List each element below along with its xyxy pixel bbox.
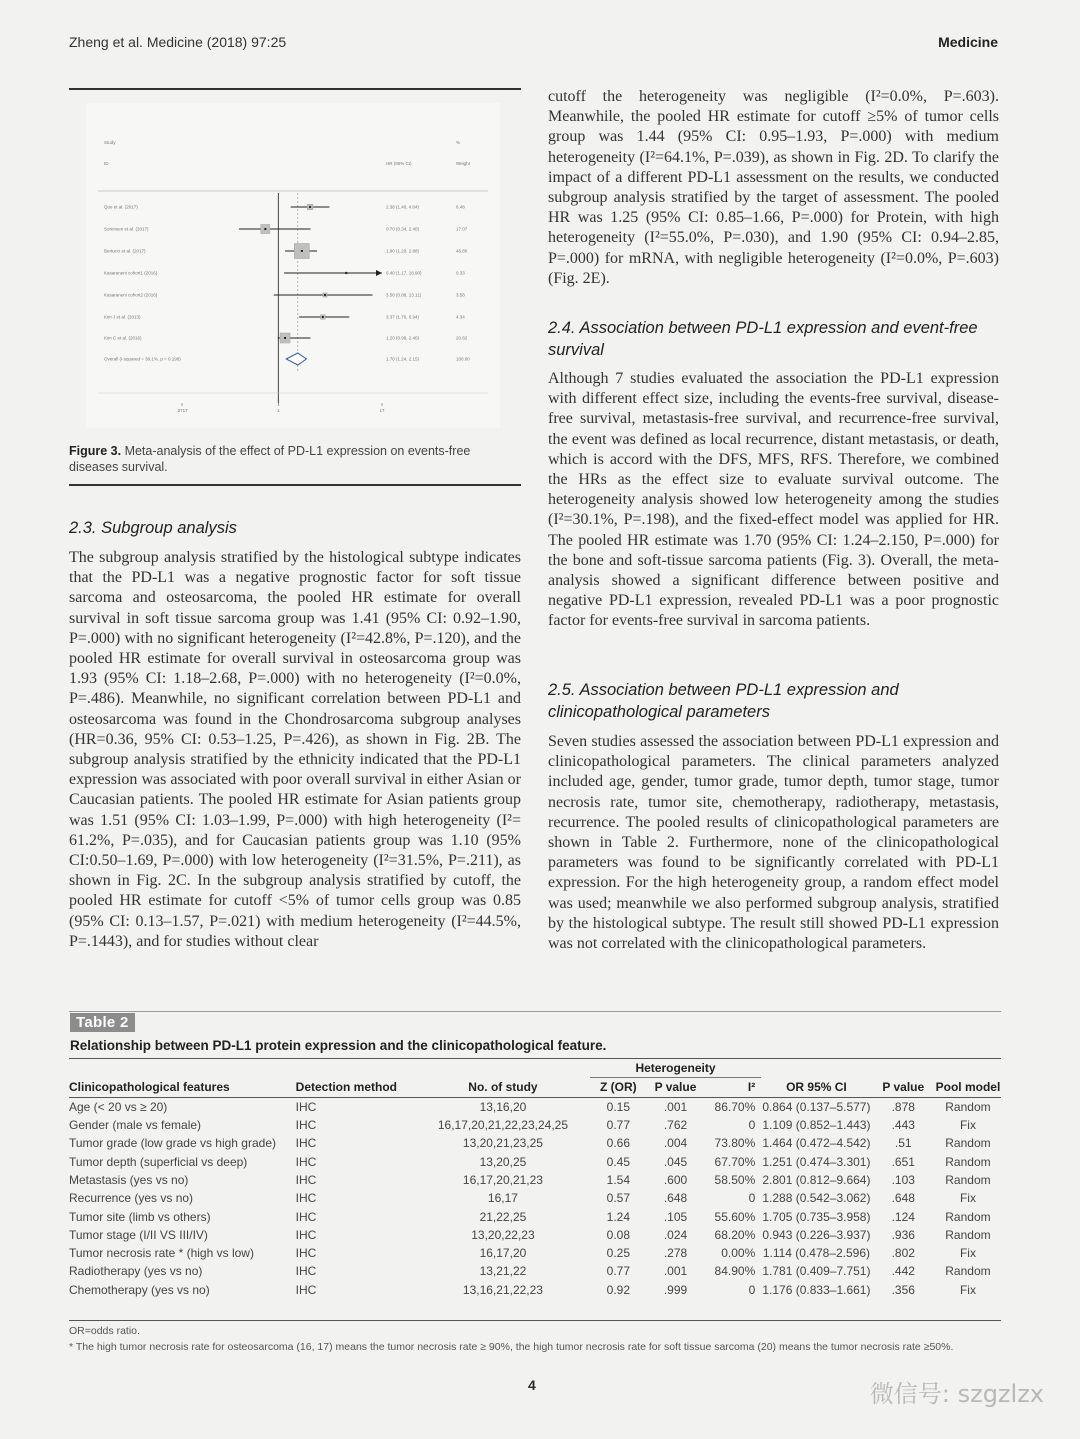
point-estimate (322, 316, 324, 318)
table-cell: .648 (663, 1191, 688, 1206)
study-weight-label: 4.34 (456, 314, 465, 320)
table-badge: Table 2 (70, 1013, 135, 1032)
study-hr-label: 6.40 (1.17, 18.90) (386, 270, 422, 276)
table-cell: .648 (891, 1191, 915, 1206)
study-hr-label: 1.20 (0.98, 2.40) (386, 335, 420, 341)
axis-tick-label: .0717 (176, 408, 188, 413)
table-cell: .004 (663, 1136, 688, 1151)
table-cell: 13,16,20 (479, 1099, 527, 1114)
running-header-citation: Zheng et al. Medicine (2018) 97:25 (69, 34, 287, 50)
study-hr-label: 3.58 (0.88, 13.11) (386, 292, 422, 298)
table-cell: .936 (891, 1227, 915, 1242)
table-cell: 13,21,22 (479, 1264, 527, 1279)
table-cell: .999 (663, 1282, 688, 1297)
overall-weight-label: 100.00 (456, 356, 470, 362)
table-cell: 55.60% (714, 1209, 756, 1224)
table-row (69, 1262, 1001, 1280)
table-cell: 0.25 (606, 1246, 630, 1261)
table-cell: 16,17 (487, 1191, 518, 1206)
table-row (69, 1244, 1001, 1262)
study-weight-label: 46.80 (456, 248, 468, 254)
table-cell: Age (< 20 vs ≥ 20) (69, 1099, 168, 1114)
table-cell: 1.109 (0.852–1.443) (762, 1118, 871, 1133)
table-cell: IHC (295, 1172, 317, 1187)
figure-label: Figure 3. (69, 444, 122, 458)
table-cell: Random (945, 1154, 991, 1169)
table-cell: IHC (295, 1227, 317, 1242)
study-weight-label: 6.48 (456, 204, 465, 210)
study-label: Que et al. (2017) (104, 204, 138, 210)
column-header: Detection method (296, 1078, 416, 1097)
page-number: 4 (528, 1377, 536, 1393)
section-2-3-continued: cutoff the heterogeneity was negligible (I²=0.0%, P=.603). Meanwhile, the pooled HR estimate for cutoff ≥5% of tumor cells group was 1.44 (95% CI: 0.95–1.93, P=.000) with medium heterogeneity (I²=64.1%, P=.039), as shown in Fig. 2D. To clarify the impact of a different PD-L1 assessment on the results, we conducted subgroup analysis stratified by the target of assessment. The pooled HR was 1.25 (95% CI: 0.85–1.66, P=.000) for Protein, with high heterogeneity (I²=55.0%, P=.030), and 1.90 (95% CI: 0.94–2.85, P=.000) for mRNA, with negligible heterogeneity (I²=0.0%, P=.603) (Fig. 2E). (548, 88, 999, 287)
axis-tick-label: 1 (277, 408, 280, 413)
table-cell: .124 (891, 1209, 915, 1224)
study-hr-label: 3.37 (1.76, 6.94) (386, 314, 420, 320)
table-cell: Fix (959, 1246, 976, 1261)
table-cell: Fix (959, 1118, 976, 1133)
table-note-footnote: * The high tumor necrosis rate for osteosarcoma (16, 17) means the tumor necrosis rate ≥ 90%, the high tumor necrosis rate for soft tissue sarcoma (20) means the tumor necrosis rate ≥50%. (69, 1341, 954, 1353)
ci-arrow (376, 270, 382, 276)
table-cell: 1.24 (606, 1209, 630, 1224)
column-header: I² (704, 1078, 761, 1097)
table-cell: 0.66 (606, 1136, 630, 1151)
table-cell: .001 (663, 1264, 688, 1279)
overall-diamond (286, 353, 306, 365)
table-cell: 2.801 (0.812–9.664) (762, 1172, 871, 1187)
table-body (69, 1097, 1001, 1299)
column-header: No. of study (416, 1078, 590, 1097)
table-cell: .443 (891, 1118, 915, 1133)
table-cell: IHC (295, 1118, 317, 1133)
table-cell: .802 (891, 1246, 915, 1261)
study-weight-label: 20.82 (456, 335, 468, 341)
table-cell: 84.90% (714, 1264, 756, 1279)
study-label: Kasaraneni cohort1 (2016) (104, 270, 158, 276)
table-cell: Random (945, 1227, 991, 1242)
table-cell: .278 (663, 1246, 688, 1261)
table-cell: IHC (295, 1154, 317, 1169)
point-estimate (345, 272, 347, 274)
table-header-row (69, 1078, 1001, 1097)
column-header: Clinicopathological features (69, 1078, 296, 1097)
table-cell: 1.54 (606, 1172, 630, 1187)
section-2-3-text: The subgroup analysis stratified by the histological subtype indicates that the PD-L1 was a negative prognostic factor for soft tissue sarcoma and osteosarcoma, the pooled HR estimate for overall survival in soft tissue sarcoma group was 1.41 (95% CI: 0.92–1.90, P=.000) with no significant heterogeneity (I²=42.8%, P=.120), and the pooled HR estimate for overall survival in osteosarcoma group was 1.93 (95% CI: 1.18–2.68, P=.000) with no heterogeneity (I²=0.0%, P=.486). Meanwhile, no significant correlation between PD-L1 and osteosarcoma was found in the Chondrosarcoma subgroup analyses (HR=0.36, 95% CI: 0.53–1.25, P=.426), as shown in Fig. 2B. The subgroup analysis stratified by the ethnicity indicated that the PD-L1 expression was associated with poor overall survival in either Asian or Caucasian patients. The pooled HR estimate for Asian patients group was 1.51 (95% CI: 1.03–1.99, P=.000) with high heterogeneity (I²= 61.2%, P=.035), and for Caucasian patients group was 1.10 (95% CI:0.50–1.69, P=.000) with low heterogeneity (I²=31.5%, P=.211), as shown in Fig. 2C. In the subgroup analysis stratified by cutoff, the pooled HR estimate for cutoff <5% of tumor cells group was 0.85 (95% CI: 0.13–1.57, P=.021) with medium heterogeneity (I²=44.5%, P=.1443), and for studies without clear (69, 549, 521, 950)
table-cell: Random (945, 1172, 991, 1187)
table-row (69, 1189, 1001, 1207)
table-cell: 0.15 (606, 1099, 630, 1114)
forest-plot (86, 103, 500, 428)
table-cell: Tumor depth (superficial vs deep) (69, 1154, 248, 1169)
table-cell: 1.781 (0.409–7.751) (762, 1264, 871, 1279)
table-top-rule (69, 1011, 1001, 1012)
table-cell: 0 (748, 1282, 756, 1297)
table-cell: 0 (748, 1118, 756, 1133)
heterogeneity-group-label: Heterogeneity (590, 1059, 762, 1078)
table-cell: .600 (663, 1172, 688, 1187)
table-cell: 0.77 (606, 1118, 630, 1133)
table-cell: .356 (891, 1282, 915, 1297)
section-2-4-text: Although 7 studies evaluated the association the PD-L1 expression with different effect size, including the events-free survival, disease-free survival, metastasis-free survival, and recurrence-free survival, the event was defined as local recurrence, distant metastasis, or death, which is accord with the DFS, MFS, RFS. Therefore, we combined the HRs as the effect size to evaluate survival outcome. The heterogeneity analysis showed low heterogeneity among the studies (I²=30.1%, P=.198), and the fixed-effect model was applied for HR. The pooled HR estimate was 1.70 (95% CI: 1.24–2.150, P=.000) for the bone and soft-tissue sarcoma patients (Fig. 3). Overall, the meta-analysis showed a significant difference between positive and negative PD-L1 expression, revealed PD-L1 was a poor prognostic factor for events-free survival in sarcoma patients. (548, 370, 999, 630)
study-weight-label: 17.07 (456, 226, 468, 232)
table-row (69, 1171, 1001, 1189)
point-estimate (301, 250, 303, 252)
point-estimate (324, 294, 326, 296)
table-cell: .001 (663, 1099, 688, 1114)
table-cell: 0 (748, 1191, 756, 1206)
table-cell: IHC (295, 1191, 317, 1206)
table-cell: 21,22,25 (479, 1209, 527, 1224)
table-cell: Fix (959, 1282, 976, 1297)
column-header-study: Study (104, 140, 116, 145)
column-header: P value (647, 1078, 704, 1097)
point-estimate (284, 337, 286, 339)
table-cell: Chemotherapy (yes vs no) (69, 1282, 210, 1297)
table-cell: .51 (894, 1136, 912, 1151)
figure-caption-text: Meta-analysis of the effect of PD-L1 expression on events-free diseases survival. (69, 444, 471, 474)
table-bottom-rule (69, 1320, 1001, 1321)
table-row (69, 1116, 1001, 1134)
table-cell: Random (945, 1136, 991, 1151)
table-cell: 16,17,20,21,22,23,24,25 (437, 1118, 568, 1133)
section-2-5-text: Seven studies assessed the association between PD-L1 expression and clinicopathological parameters. The clinical parameters analyzed included age, gender, tumor grade, tumor depth, tumor stage, tumor necrosis rate, tumor site, chemotherapy, radiotherapy, metastasis, recurrence. The pooled results of clinicopathological parameters are shown in Table 2. Furthermore, none of the clinicopathological parameters was found to be significantly correlated with PD-L1 expression. For the high heterogeneity group, a random effect model was used; meanwhile we also performed subgroup analysis, stratified by the histological subtype. The result still showed PD-L1 expression was not correlated with the clinicopathological parameters. (548, 733, 999, 953)
table-cell: IHC (295, 1246, 317, 1261)
table-cell: 0.00% (721, 1246, 756, 1261)
section-heading-2-3: 2.3. Subgroup analysis (69, 519, 237, 537)
table-cell: Metastasis (yes vs no) (69, 1172, 189, 1187)
column-header: Z (OR) (590, 1078, 647, 1097)
column-header-id: ID (104, 161, 109, 166)
axis-tick-label: 17 (379, 408, 385, 413)
table-cell: 1.464 (0.472–4.542) (762, 1136, 871, 1151)
study-hr-label: 2.38 (1.40, 4.04) (386, 204, 420, 210)
table-cell: .045 (663, 1154, 688, 1169)
table-cell: 0.45 (606, 1154, 630, 1169)
table-cell: 13,20,22,23 (471, 1227, 535, 1242)
table-cell: Random (945, 1099, 991, 1114)
figure-bottom-rule (69, 484, 521, 486)
table-cell: .103 (891, 1172, 915, 1187)
study-label: Kim C et al. (2016) (104, 335, 142, 341)
point-estimate (309, 206, 311, 208)
table-cell: 13,20,25 (479, 1154, 527, 1169)
table-cell: 1.288 (0.542–3.062) (762, 1191, 871, 1206)
table-row (69, 1281, 1001, 1299)
table-cell: 1.114 (0.478–2.596) (762, 1246, 871, 1261)
table-cell: Radiotherapy (yes vs no) (69, 1264, 203, 1279)
study-label: Kim J et al. (2013) (104, 314, 141, 320)
table-cell: .105 (663, 1209, 688, 1224)
table-cell: Random (945, 1264, 991, 1279)
column-header: Pool model (935, 1078, 1001, 1097)
table-row (69, 1226, 1001, 1244)
table-cell: .442 (891, 1264, 915, 1279)
table-cell: 0.08 (606, 1227, 630, 1242)
table-cell: IHC (295, 1209, 317, 1224)
section-heading-2-4: 2.4. Association between PD-L1 expression and event-free survival (548, 319, 978, 359)
figure-caption (69, 443, 521, 475)
table-cell: Fix (959, 1191, 976, 1206)
table-cell: 0.77 (606, 1264, 630, 1279)
column-header-weight: Weight (456, 161, 470, 166)
table-cell: 0.943 (0.226–3.937) (762, 1227, 871, 1242)
study-label: Sorensen et al. (2017) (104, 226, 149, 232)
overall-label: Overall (I-squared = 30.1%, p = 0.198) (104, 356, 181, 362)
study-label: Bertucci et al. (2017) (104, 248, 146, 254)
table-cell: Random (945, 1209, 991, 1224)
table-heterogeneity-row (69, 1059, 1001, 1078)
table-cell: .024 (663, 1227, 688, 1242)
table-cell: 68.20% (714, 1227, 756, 1242)
table-cell: 16,17,20 (479, 1246, 527, 1261)
column-header-pct: % (456, 140, 461, 145)
study-weight-label: 3.58 (456, 292, 465, 298)
study-hr-label: 0.70 (0.34, 2.40) (386, 226, 420, 232)
table-cell: Recurrence (yes vs no) (69, 1191, 194, 1206)
column-header: OR 95% CI (761, 1078, 871, 1097)
table-cell: IHC (295, 1282, 317, 1297)
table-row (69, 1152, 1001, 1170)
table-note-abbrev: OR=odds ratio. (69, 1325, 140, 1337)
table-cell: 86.70% (714, 1099, 756, 1114)
table-cell: 67.70% (714, 1154, 756, 1169)
table-cell: 1.176 (0.833–1.661) (762, 1282, 871, 1297)
table-row (69, 1097, 1001, 1116)
table-cell: Tumor stage (I/II VS III/IV) (69, 1227, 208, 1242)
study-label: Kasaraneni cohort2 (2016) (104, 292, 158, 298)
table-cell: 0.57 (606, 1191, 630, 1206)
running-header-journal: Medicine (938, 34, 998, 50)
table-row (69, 1134, 1001, 1152)
table-cell: 13,16,21,22,23 (462, 1282, 543, 1297)
column-header-hr: HR (95% CI) (386, 161, 412, 166)
table-cell: 73.80% (714, 1136, 756, 1151)
table-cell: 0.864 (0.137–5.577) (762, 1099, 871, 1114)
clinicopathological-table (69, 1058, 1001, 1299)
table-cell: 16,17,20,21,23 (462, 1172, 543, 1187)
table-cell: IHC (295, 1136, 317, 1151)
wechat-watermark: 微信号: szgzlzx (869, 1380, 1044, 1408)
point-estimate (264, 228, 266, 230)
table-cell: IHC (295, 1099, 317, 1114)
table-cell: .651 (891, 1154, 915, 1169)
table-cell: 58.50% (714, 1172, 756, 1187)
table-cell: Tumor site (limb vs others) (69, 1209, 211, 1224)
table-cell: 13,20,21,23,25 (462, 1136, 543, 1151)
table-caption: Relationship between PD-L1 protein expression and the clinicopathological feature. (70, 1038, 607, 1053)
table-cell: Tumor grade (low grade vs high grade) (69, 1136, 276, 1151)
table-cell: .878 (891, 1099, 915, 1114)
overall-hr-label: 1.70 (1.24, 2.15) (386, 356, 420, 362)
table-cell: .762 (663, 1118, 688, 1133)
column-header: P value (872, 1078, 935, 1097)
table-cell: Tumor necrosis rate * (high vs low) (69, 1246, 254, 1261)
study-weight-label: 0.33 (456, 270, 465, 276)
table-cell: IHC (295, 1264, 317, 1279)
table-cell: 1.705 (0.735–3.958) (762, 1209, 871, 1224)
section-heading-2-5: 2.5. Association between PD-L1 expression and clinicopathological parameters (548, 681, 899, 721)
table-cell: Gender (male vs female) (69, 1118, 202, 1133)
table-cell: 1.251 (0.474–3.301) (762, 1154, 871, 1169)
study-hr-label: 1.90 (1.20, 2.88) (386, 248, 420, 254)
table-row (69, 1207, 1001, 1225)
table-cell: 0.92 (606, 1282, 630, 1297)
column-top-rule (69, 88, 521, 90)
